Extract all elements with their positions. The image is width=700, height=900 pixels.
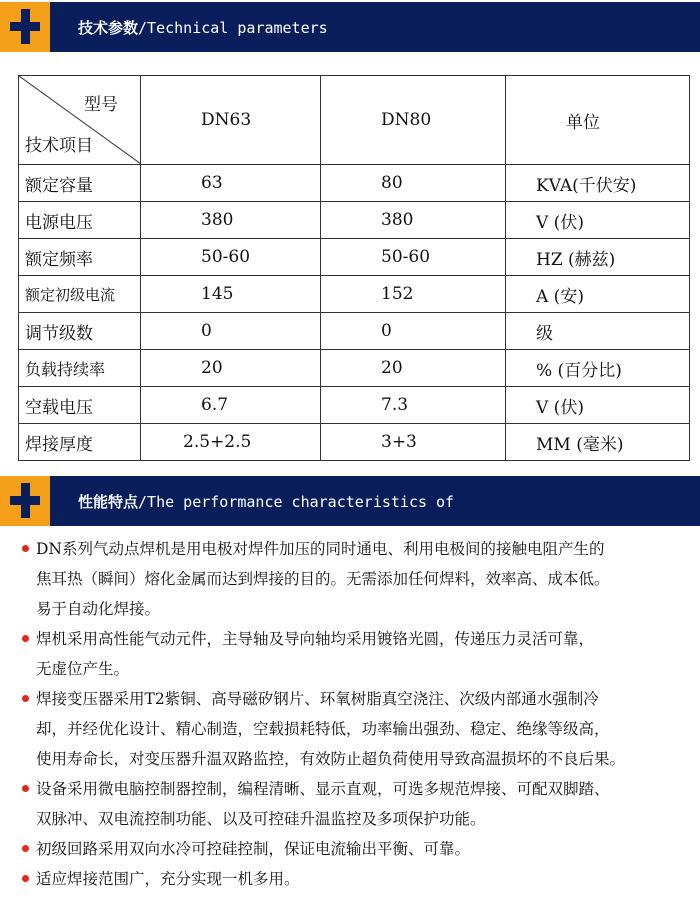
feature-line: 设备采用微电脑控制器控制，编程清晰、显示直观，可选多规范焊接、可配双脚踏、 bbox=[36, 780, 610, 798]
row-label: 焊接厚度 bbox=[19, 424, 141, 461]
feature-line: 双脉冲、双电流控制功能、以及可控硅升温监控及多项保护功能。 bbox=[36, 810, 486, 828]
cell-value: 63 bbox=[141, 165, 321, 202]
cell-value: 380 bbox=[141, 202, 321, 239]
row-label: 负载持续率 bbox=[19, 350, 141, 387]
cell-value: 2.5+2.5 bbox=[141, 424, 321, 461]
table-row bbox=[19, 424, 690, 461]
feature-line: 使用寿命长，对变压器升温双路监控，有效防止超负荷使用导致高温损坏的不良后果。 bbox=[36, 750, 626, 768]
cell-unit: KVA(千伏安) bbox=[506, 165, 690, 202]
feature-line: 初级回路采用双向水冷可控硅控制，保证电流输出平衡、可靠。 bbox=[36, 840, 471, 858]
cell-unit: V (伏) bbox=[506, 202, 690, 239]
feature-line: 焦耳热（瞬间）熔化金属而达到焊接的目的。无需添加任何焊料，效率高、成本低。 bbox=[36, 570, 610, 588]
table-row bbox=[19, 276, 690, 313]
parameters-table bbox=[18, 75, 690, 461]
column-header: DN80 bbox=[321, 76, 506, 165]
list-item bbox=[22, 624, 698, 684]
cell-unit: 级 bbox=[506, 313, 690, 350]
cell-value: 0 bbox=[321, 313, 506, 350]
cell-value: 20 bbox=[321, 350, 506, 387]
cell-value: 152 bbox=[321, 276, 506, 313]
bullet-dot-icon bbox=[22, 695, 29, 702]
section-title: 技术参数/Technical parameters bbox=[78, 19, 328, 37]
cell-unit: % (百分比) bbox=[506, 350, 690, 387]
cell-value: 20 bbox=[141, 350, 321, 387]
row-label: 电源电压 bbox=[19, 202, 141, 239]
feature-line: 焊接变压器采用T2紫铜、高导磁矽钢片、环氧树脂真空浇注、次级内部通水强制冷 bbox=[36, 690, 599, 708]
section-header-technical bbox=[0, 2, 700, 52]
bullet-dot-icon bbox=[22, 875, 29, 882]
row-label: 额定初级电流 bbox=[19, 276, 141, 313]
feature-line: 焊机采用高性能气动元件，主导轴及导向轴均采用镀铬光圆，传递压力灵活可靠， bbox=[36, 630, 595, 648]
cell-value: 0 bbox=[141, 313, 321, 350]
table-row bbox=[19, 387, 690, 424]
section-header-performance bbox=[0, 476, 700, 526]
table-row bbox=[19, 350, 690, 387]
cell-unit: MM (毫米) bbox=[506, 424, 690, 461]
bullet-dot-icon bbox=[22, 545, 29, 552]
feature-line: DN系列气动点焊机是用电极对焊件加压的同时通电、利用电极间的接触电阻产生的 bbox=[36, 540, 605, 558]
cell-value: 80 bbox=[321, 165, 506, 202]
bullet-dot-icon bbox=[22, 785, 29, 792]
list-item bbox=[22, 534, 698, 624]
list-item bbox=[22, 864, 698, 894]
corner-item-label: 技术项目 bbox=[25, 136, 93, 156]
cell-value: 3+3 bbox=[321, 424, 506, 461]
cell-value: 50-60 bbox=[321, 239, 506, 276]
cell-value: 7.3 bbox=[321, 387, 506, 424]
row-label: 空载电压 bbox=[19, 387, 141, 424]
cell-unit: V (伏) bbox=[506, 387, 690, 424]
table-row bbox=[19, 313, 690, 350]
feature-line: 易于自动化焊接。 bbox=[36, 600, 161, 618]
table-row bbox=[19, 165, 690, 202]
list-item bbox=[22, 684, 698, 774]
plus-icon bbox=[0, 476, 50, 526]
table-row bbox=[19, 239, 690, 276]
table-row bbox=[19, 202, 690, 239]
cell-unit: HZ (赫兹) bbox=[506, 239, 690, 276]
corner-cell bbox=[19, 76, 141, 165]
features-list bbox=[22, 534, 698, 894]
column-header: 单位 bbox=[506, 76, 690, 165]
cell-value: 145 bbox=[141, 276, 321, 313]
column-header: DN63 bbox=[141, 76, 321, 165]
bullet-dot-icon bbox=[22, 635, 29, 642]
plus-icon bbox=[0, 2, 50, 52]
section-title: 性能特点/The performance characteristics of bbox=[78, 493, 455, 511]
row-label: 调节级数 bbox=[19, 313, 141, 350]
feature-line: 适应焊接范围广，充分实现一机多用。 bbox=[36, 870, 300, 888]
list-item bbox=[22, 834, 698, 864]
corner-model-label: 型号 bbox=[84, 95, 118, 115]
feature-line: 无虚位产生。 bbox=[36, 660, 130, 678]
cell-value: 380 bbox=[321, 202, 506, 239]
row-label: 额定频率 bbox=[19, 239, 141, 276]
cell-value: 50-60 bbox=[141, 239, 321, 276]
feature-line: 却，并经优化设计、精心制造，空载损耗特低，功率输出强劲、稳定、绝缘等级高， bbox=[36, 720, 610, 738]
cell-unit: A (安) bbox=[506, 276, 690, 313]
cell-value: 6.7 bbox=[141, 387, 321, 424]
table-header-row bbox=[19, 76, 690, 165]
list-item bbox=[22, 774, 698, 834]
bullet-dot-icon bbox=[22, 845, 29, 852]
row-label: 额定容量 bbox=[19, 165, 141, 202]
